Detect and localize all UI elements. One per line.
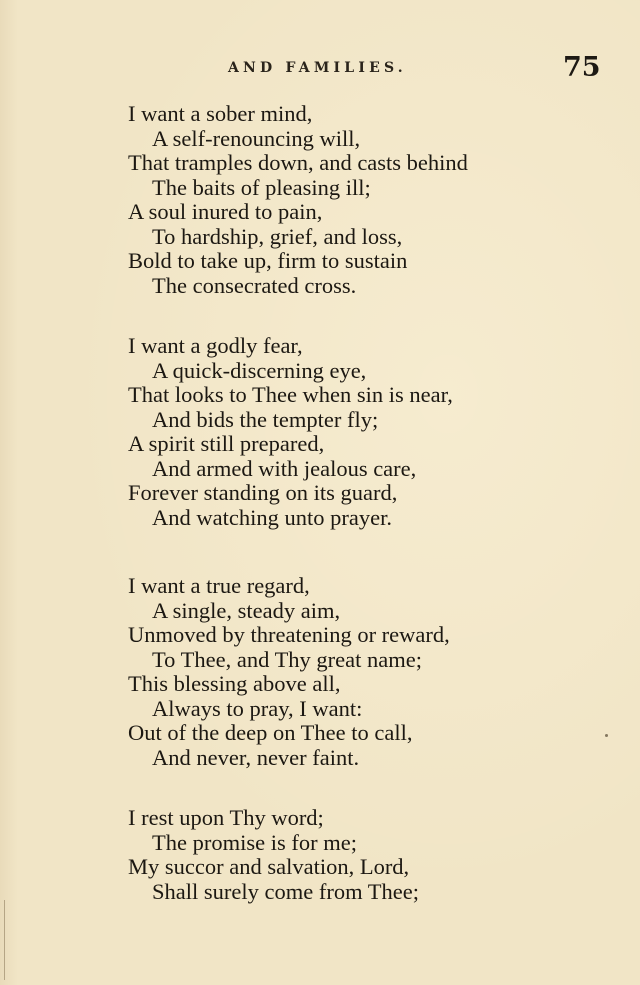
- verse-line: And watching unto prayer.: [152, 504, 392, 530]
- verse-line: And armed with jealous care,: [152, 455, 417, 481]
- verse-line: The consecrated cross.: [152, 272, 357, 298]
- print-speck: [605, 734, 608, 737]
- verse-line: A spirit still prepared,: [128, 431, 325, 456]
- verse-line: And bids the tempter fly;: [152, 406, 379, 432]
- verse-line: To hardship, grief, and loss,: [152, 223, 403, 249]
- verse-line: A quick-discerning eye,: [152, 357, 367, 383]
- verse-line: And never, never faint.: [152, 744, 360, 770]
- stanza-3: [128, 574, 608, 770]
- verse-line: A single, steady aim,: [152, 597, 341, 623]
- verse-line: I rest upon Thy word;: [128, 805, 324, 830]
- stanza-1: [128, 102, 608, 298]
- verse-line: This blessing above all,: [128, 671, 341, 696]
- verse-line: That looks to Thee when sin is near,: [128, 382, 453, 407]
- verse-line: The baits of pleasing ill;: [152, 174, 371, 200]
- verse-line: Bold to take up, firm to sustain: [128, 248, 408, 273]
- page-edge-shadow: [4, 900, 5, 980]
- verse-line: A self-renouncing will,: [152, 125, 361, 151]
- page-number: 75: [563, 52, 601, 83]
- verse-line: Unmoved by threatening or reward,: [128, 622, 450, 647]
- verse-line: Out of the deep on Thee to call,: [128, 720, 413, 745]
- verse-line: I want a true regard,: [128, 573, 310, 598]
- verse-line: Shall surely come from Thee;: [152, 878, 420, 904]
- stanza-4: [128, 806, 608, 904]
- running-title: AND FAMILIES.: [228, 60, 407, 76]
- running-head: [0, 52, 640, 83]
- verse-line: I want a godly fear,: [128, 333, 303, 358]
- verse-line: That tramples down, and casts behind: [128, 150, 468, 175]
- verse-line: My succor and salvation, Lord,: [128, 854, 410, 879]
- stanza-2: [128, 334, 608, 530]
- verse-line: Forever standing on its guard,: [128, 480, 398, 505]
- verse-line: Always to pray, I want:: [152, 695, 363, 721]
- verse-line: A soul inured to pain,: [128, 199, 323, 224]
- verse-line: To Thee, and Thy great name;: [152, 646, 422, 672]
- verse-line: The promise is for me;: [152, 829, 357, 855]
- verse-line: I want a sober mind,: [128, 101, 313, 126]
